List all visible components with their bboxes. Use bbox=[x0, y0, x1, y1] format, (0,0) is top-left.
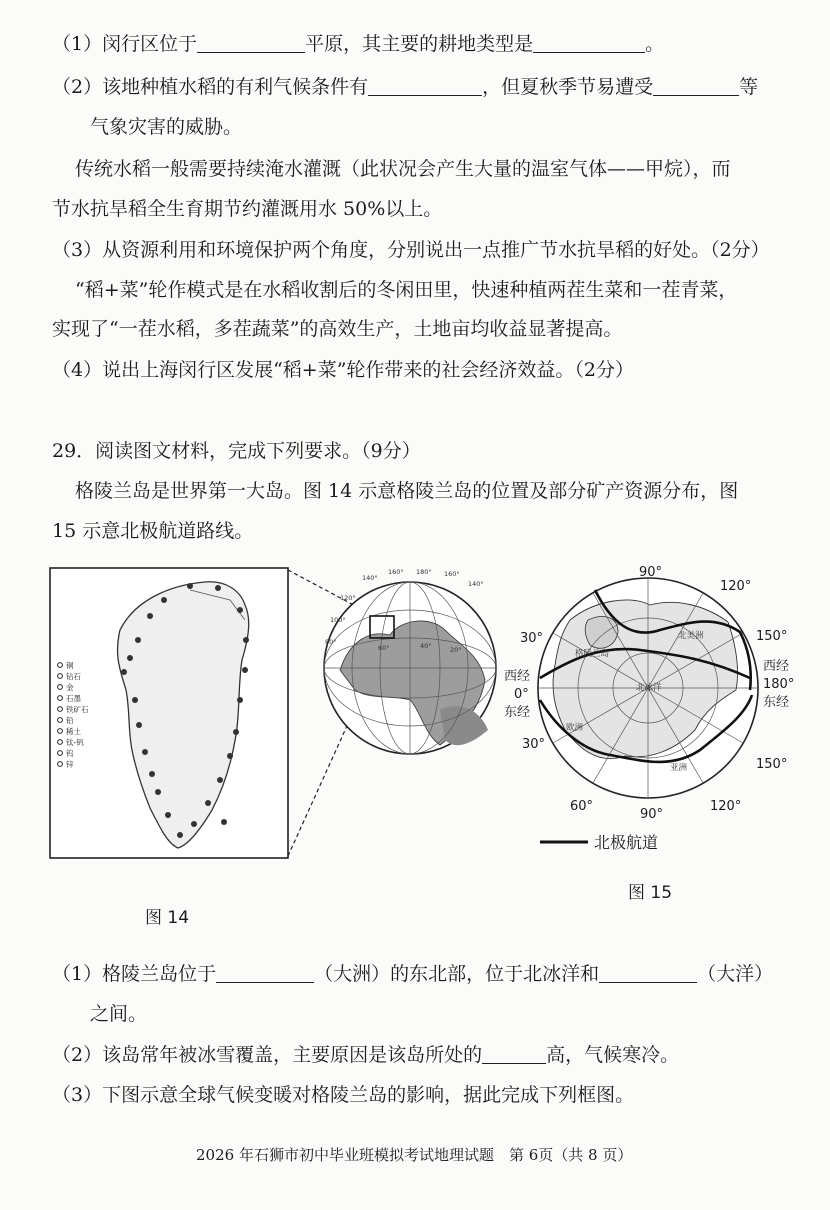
q28-sub1 bbox=[52, 30, 664, 58]
longitude-label: 0° bbox=[514, 687, 529, 702]
globe-label: 20° bbox=[450, 646, 462, 654]
q28-para1-line1: 传统水稻一般需要持续淹水灌溉（此状况会产生大量的温室气体——甲烷），而 bbox=[75, 158, 731, 180]
longitude-label: 180° bbox=[763, 677, 795, 692]
q28-sub2-text-a: （2）该地种植水稻的有利气候条件有 bbox=[52, 76, 369, 98]
figure-14-caption: 图 14 bbox=[145, 908, 190, 928]
longitude-label: 西经 bbox=[763, 659, 790, 674]
q29-sub1 bbox=[52, 960, 773, 988]
globe-label: 140° bbox=[468, 580, 484, 588]
longitude-label: 120° bbox=[710, 799, 742, 814]
answer-blank[interactable] bbox=[482, 1043, 546, 1064]
globe-label: 180° bbox=[416, 568, 432, 576]
q28-sub3: （3）从资源利用和环境保护两个角度，分别说出一点推广节水抗旱稻的好处。（2分） bbox=[52, 239, 770, 261]
longitude-label: 150° bbox=[756, 629, 788, 644]
figure-15 bbox=[500, 560, 800, 860]
longitude-label: 30° bbox=[522, 737, 546, 752]
q28-sub1-text-b: 平原，其主要的耕地类型是 bbox=[305, 33, 534, 55]
longitude-label: 90° bbox=[639, 565, 663, 580]
globe-label: 140° bbox=[362, 574, 378, 582]
map-label: 北冰洋 bbox=[636, 683, 662, 693]
q28-sub4: （4）说出上海闵行区发展“稻+菜”轮作带来的社会经济效益。（2分） bbox=[52, 359, 635, 381]
q29-sub1-cont: 之间。 bbox=[90, 1003, 148, 1025]
globe-label: 40° bbox=[420, 642, 432, 650]
q29-sub3: （3）下图示意全球气候变暖对格陵兰岛的影响，据此完成下列框图。 bbox=[52, 1084, 635, 1106]
globe-label: 100° bbox=[330, 616, 346, 624]
legend-item: 钻石 bbox=[66, 672, 81, 681]
q29-sub1-text-a: （1）格陵兰岛位于 bbox=[52, 963, 217, 985]
legend-item: 锌 bbox=[66, 760, 74, 769]
q29-sub1-text-c: （大洋） bbox=[697, 963, 774, 985]
q28-para1-line2: 节水抗旱稻全生育期节约灌溉用水 50%以上。 bbox=[52, 198, 443, 220]
answer-blank[interactable] bbox=[533, 32, 645, 53]
q28-para2-line2: 实现了“一茬水稻，多茬蔬菜”的高效生产，土地亩均收益显著提高。 bbox=[52, 318, 623, 340]
longitude-label: 30° bbox=[520, 631, 544, 646]
q29-sub2-text-b: 高，气候寒冷。 bbox=[546, 1044, 680, 1066]
map-label: 北美洲 bbox=[678, 631, 704, 641]
q28-sub2 bbox=[52, 73, 758, 101]
q29-intro-line2: 15 示意北极航道路线。 bbox=[52, 520, 254, 542]
legend-item: 钨 bbox=[66, 749, 74, 758]
longitude-label: 西经 bbox=[504, 669, 531, 684]
longitude-label: 90° bbox=[640, 807, 664, 822]
legend-item: 稀土 bbox=[66, 727, 81, 736]
globe-label: 120° bbox=[340, 594, 356, 602]
legend-item: 钛-钒 bbox=[66, 738, 84, 747]
answer-blank[interactable] bbox=[216, 962, 314, 983]
q29-intro-line1: 格陵兰岛是世界第一大岛。图 14 示意格陵兰岛的位置及部分矿产资源分布，图 bbox=[75, 480, 739, 502]
route-legend-label: 北极航道 bbox=[594, 833, 659, 852]
figure-15-caption: 图 15 bbox=[628, 883, 673, 903]
q29-sub2 bbox=[52, 1041, 679, 1069]
legend-item: 金 bbox=[66, 683, 74, 692]
q29-sub1-text-b: （大洲）的东北部，位于北冰洋和 bbox=[314, 963, 600, 985]
longitude-label: 150° bbox=[756, 757, 788, 772]
longitude-label: 东经 bbox=[763, 695, 790, 710]
legend-item: 铁矿石 bbox=[66, 705, 89, 714]
longitude-label: 60° bbox=[570, 799, 594, 814]
q28-sub2-cont: 气象灾害的威胁。 bbox=[90, 116, 243, 138]
q28-sub1-text-a: （1）闵行区位于 bbox=[52, 33, 198, 55]
legend-item: 石墨 bbox=[66, 694, 81, 703]
globe-label: 160° bbox=[444, 570, 460, 578]
globe-label: 80° bbox=[325, 638, 337, 646]
answer-blank[interactable] bbox=[653, 75, 739, 96]
map-label: 亚洲 bbox=[670, 763, 688, 773]
answer-blank[interactable] bbox=[197, 32, 305, 53]
q28-sub2-text-b: ，但夏秋季节易遭受 bbox=[482, 76, 654, 98]
q29-sub2-text-a: （2）该岛常年被冰雪覆盖，主要原因是该岛所处的 bbox=[52, 1044, 483, 1066]
answer-blank[interactable] bbox=[599, 962, 697, 983]
longitude-label: 东经 bbox=[504, 705, 531, 720]
figure-14 bbox=[40, 560, 500, 895]
globe-label: 160° bbox=[388, 568, 404, 576]
map-label: 欧洲 bbox=[566, 723, 584, 733]
answer-blank[interactable] bbox=[368, 75, 482, 96]
q28-para2-line1: “稻+菜”轮作模式是在水稻收割后的冬闲田里，快速种植两茬生菜和一茬青菜， bbox=[75, 279, 738, 301]
q28-sub2-text-c: 等 bbox=[739, 76, 759, 98]
legend-item: 铜 bbox=[66, 661, 74, 670]
globe bbox=[324, 568, 496, 754]
longitude-label: 120° bbox=[720, 579, 752, 594]
q28-sub1-text-c: 。 bbox=[645, 33, 665, 55]
page-footer: 2026 年石狮市初中毕业班模拟考试地理试题 第 6页（共 8 页） bbox=[196, 1146, 633, 1164]
globe-label: 60° bbox=[378, 644, 390, 652]
map-label: 格陵兰岛 bbox=[575, 649, 610, 659]
legend-item: 铅 bbox=[66, 716, 74, 725]
q29-title: 29．阅读图文材料，完成下列要求。（9分） bbox=[52, 440, 421, 462]
